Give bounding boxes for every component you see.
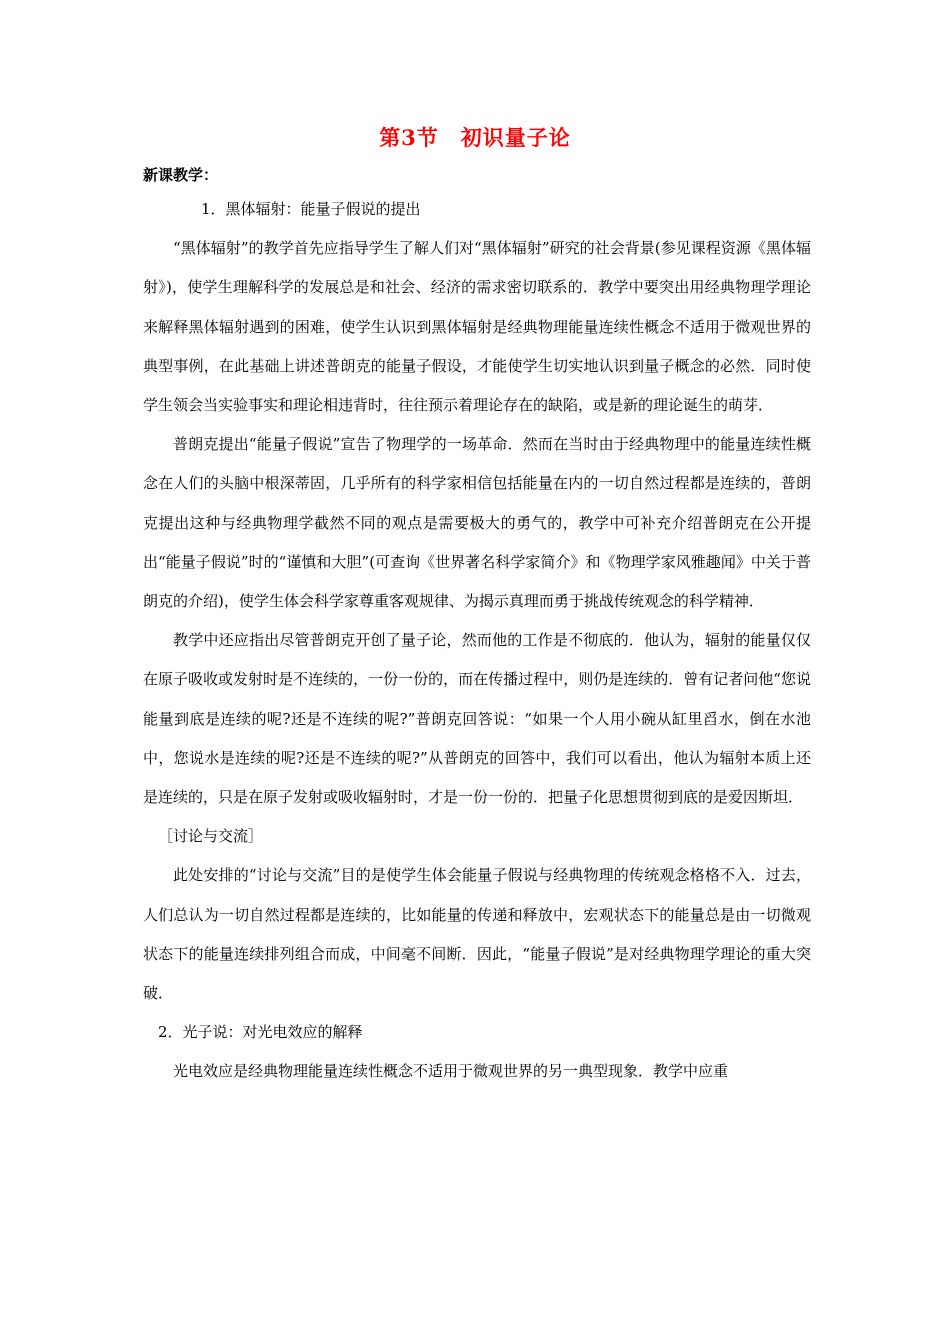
paragraph-3: 教学中还应指出尽管普朗克开创了量子论，然而他的工作是不彻底的．他认为，辐射的能量仅仅在原子吸收或发射时是不连续的，一份一份的，而在传播过程中，则仍是连续的．曾有记者问他“您说能量到底是连续的呢?还是不连续的呢?”普朗克回答说：“如果一个人用小碗从缸里舀水，倒在水池中，您说水是连续的呢?还是不连续的呢?”从普朗克的回答中，我们可以看出，他认为辐射本质上还是连续的，只是在原子发射或吸收辐射时，才是一份一份的．把量子化思想贯彻到底的是爱因斯坦． xyxy=(143,631,811,807)
heading-blackbody: 1．黑体辐射：能量子假说的提出 xyxy=(201,200,421,218)
page-title: 第3节 初识量子论 xyxy=(379,125,571,150)
paragraph-4: 此处安排的“讨论与交流”目的是使学生体会能量子假说与经典物理的传统观念格格不入．过去，人们总认为一切自然过程都是连续的，比如能量的传递和释放中，宏观状态下的能量总是由一切微观状态下的能量连续排列组合而成，中间毫不间断．因此，“能量子假说”是对经典物理学理论的重大突破． xyxy=(143,866,811,1003)
section-label: 新课教学： xyxy=(143,166,219,184)
document-body xyxy=(143,190,811,1092)
paragraph-1: “黑体辐射”的教学首先应指导学生了解人们对“黑体辐射”研究的社会背景(参见课程资源《黑体辐射》)，使学生理解科学的发展总是和社会、经济的需求密切联系的．教学中要突出用经典物理学理论来解释黑体辐射遇到的困难，使学生认识到黑体辐射是经典物理能量连续性概念不适用于微观世界的典型事例，在此基础上讲述普朗克的能量子假设，才能使学生切实地认识到量子概念的必然．同时使学生领会当实验事实和理论相违背时，往往预示着理论存在的缺陷，或是新的理论诞生的萌芽． xyxy=(143,239,811,415)
discussion-label: ［讨论与交流］ xyxy=(158,827,264,846)
paragraph-2: 普朗克提出“能量子假说”宣告了物理学的一场革命．然而在当时由于经典物理中的能量连续性概念在人们的头脑中根深蒂固，几乎所有的科学家相信包括能量在内的一切自然过程都是连续的，普朗克提出这种与经典物理学截然不同的观点是需要极大的勇气的，教学中可补充介绍普朗克在公开提出“能量子假说”时的“谨慎和大胆”(可查询《世界著名科学家简介》和《物理学家风雅趣闻》中关于普朗克的介绍)，使学生体会科学家尊重客观规律、为揭示真理而勇于挑战传统观念的科学精神． xyxy=(143,435,811,611)
paragraph-5: 光电效应是经典物理能量连续性概念不适用于微观世界的另一典型现象．教学中应重 xyxy=(173,1062,729,1081)
heading-photon: 2．光子说：对光电效应的解释 xyxy=(158,1023,363,1042)
